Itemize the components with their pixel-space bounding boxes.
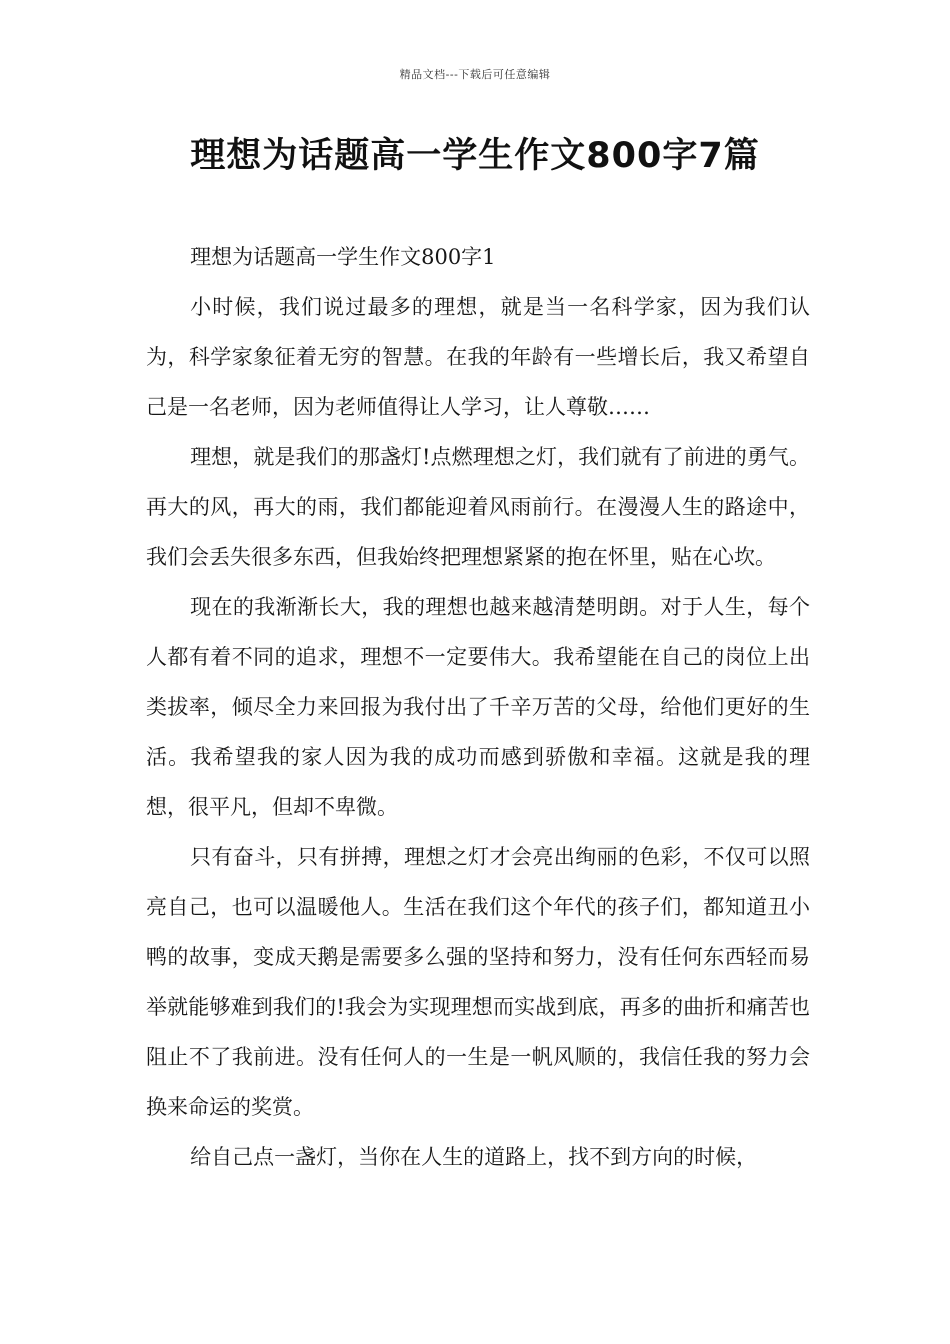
document-title: 理想为话题高一学生作文800字7篇: [190, 136, 760, 176]
paragraph: 给自己点一盏灯，当你在人生的道路上，找不到方向的时候，: [190, 1145, 758, 1169]
paragraph: 理想，就是我们的那盏灯!点燃理想之灯，我们就有了前进的勇气。再大的风，再大的雨，我们都能迎着风雨前行。在漫漫人生的路途中，我们会丢失很多东西，但我始终把理想紧紧的抱在怀里，贴在心坎。: [146, 445, 810, 569]
document-body: [146, 232, 810, 1182]
header-note: 精品文档---下载后可任意编辑: [399, 68, 551, 81]
section-heading: 理想为话题高一学生作文800字1: [190, 245, 496, 269]
paragraph: 现在的我渐渐长大，我的理想也越来越清楚明朗。对于人生，每个人都有着不同的追求，理想不一定要伟大。我希望能在自己的岗位上出类拔率，倾尽全力来回报为我付出了千辛万苦的父母，给他们更好的生活。我希望我的家人因为我的成功而感到骄傲和幸福。这就是我的理想，很平凡，但却不卑微。: [146, 595, 810, 819]
paragraph: 小时候，我们说过最多的理想，就是当一名科学家，因为我们认为，科学家象征着无穷的智慧。在我的年龄有一些增长后，我又希望自己是一名老师，因为老师值得让人学习，让人尊敬……: [146, 295, 810, 419]
paragraph: 只有奋斗，只有拼搏，理想之灯才会亮出绚丽的色彩，不仅可以照亮自己，也可以温暖他人。生活在我们这个年代的孩子们，都知道丑小鸭的故事，变成天鹅是需要多么强的坚持和努力，没有任何东西轻而易举就能够难到我们的!我会为实现理想而实战到底，再多的曲折和痛苦也阻止不了我前进。没有任何人的一生是一帆风顺的，我信任我的努力会换来命运的奖赏。: [146, 845, 810, 1119]
